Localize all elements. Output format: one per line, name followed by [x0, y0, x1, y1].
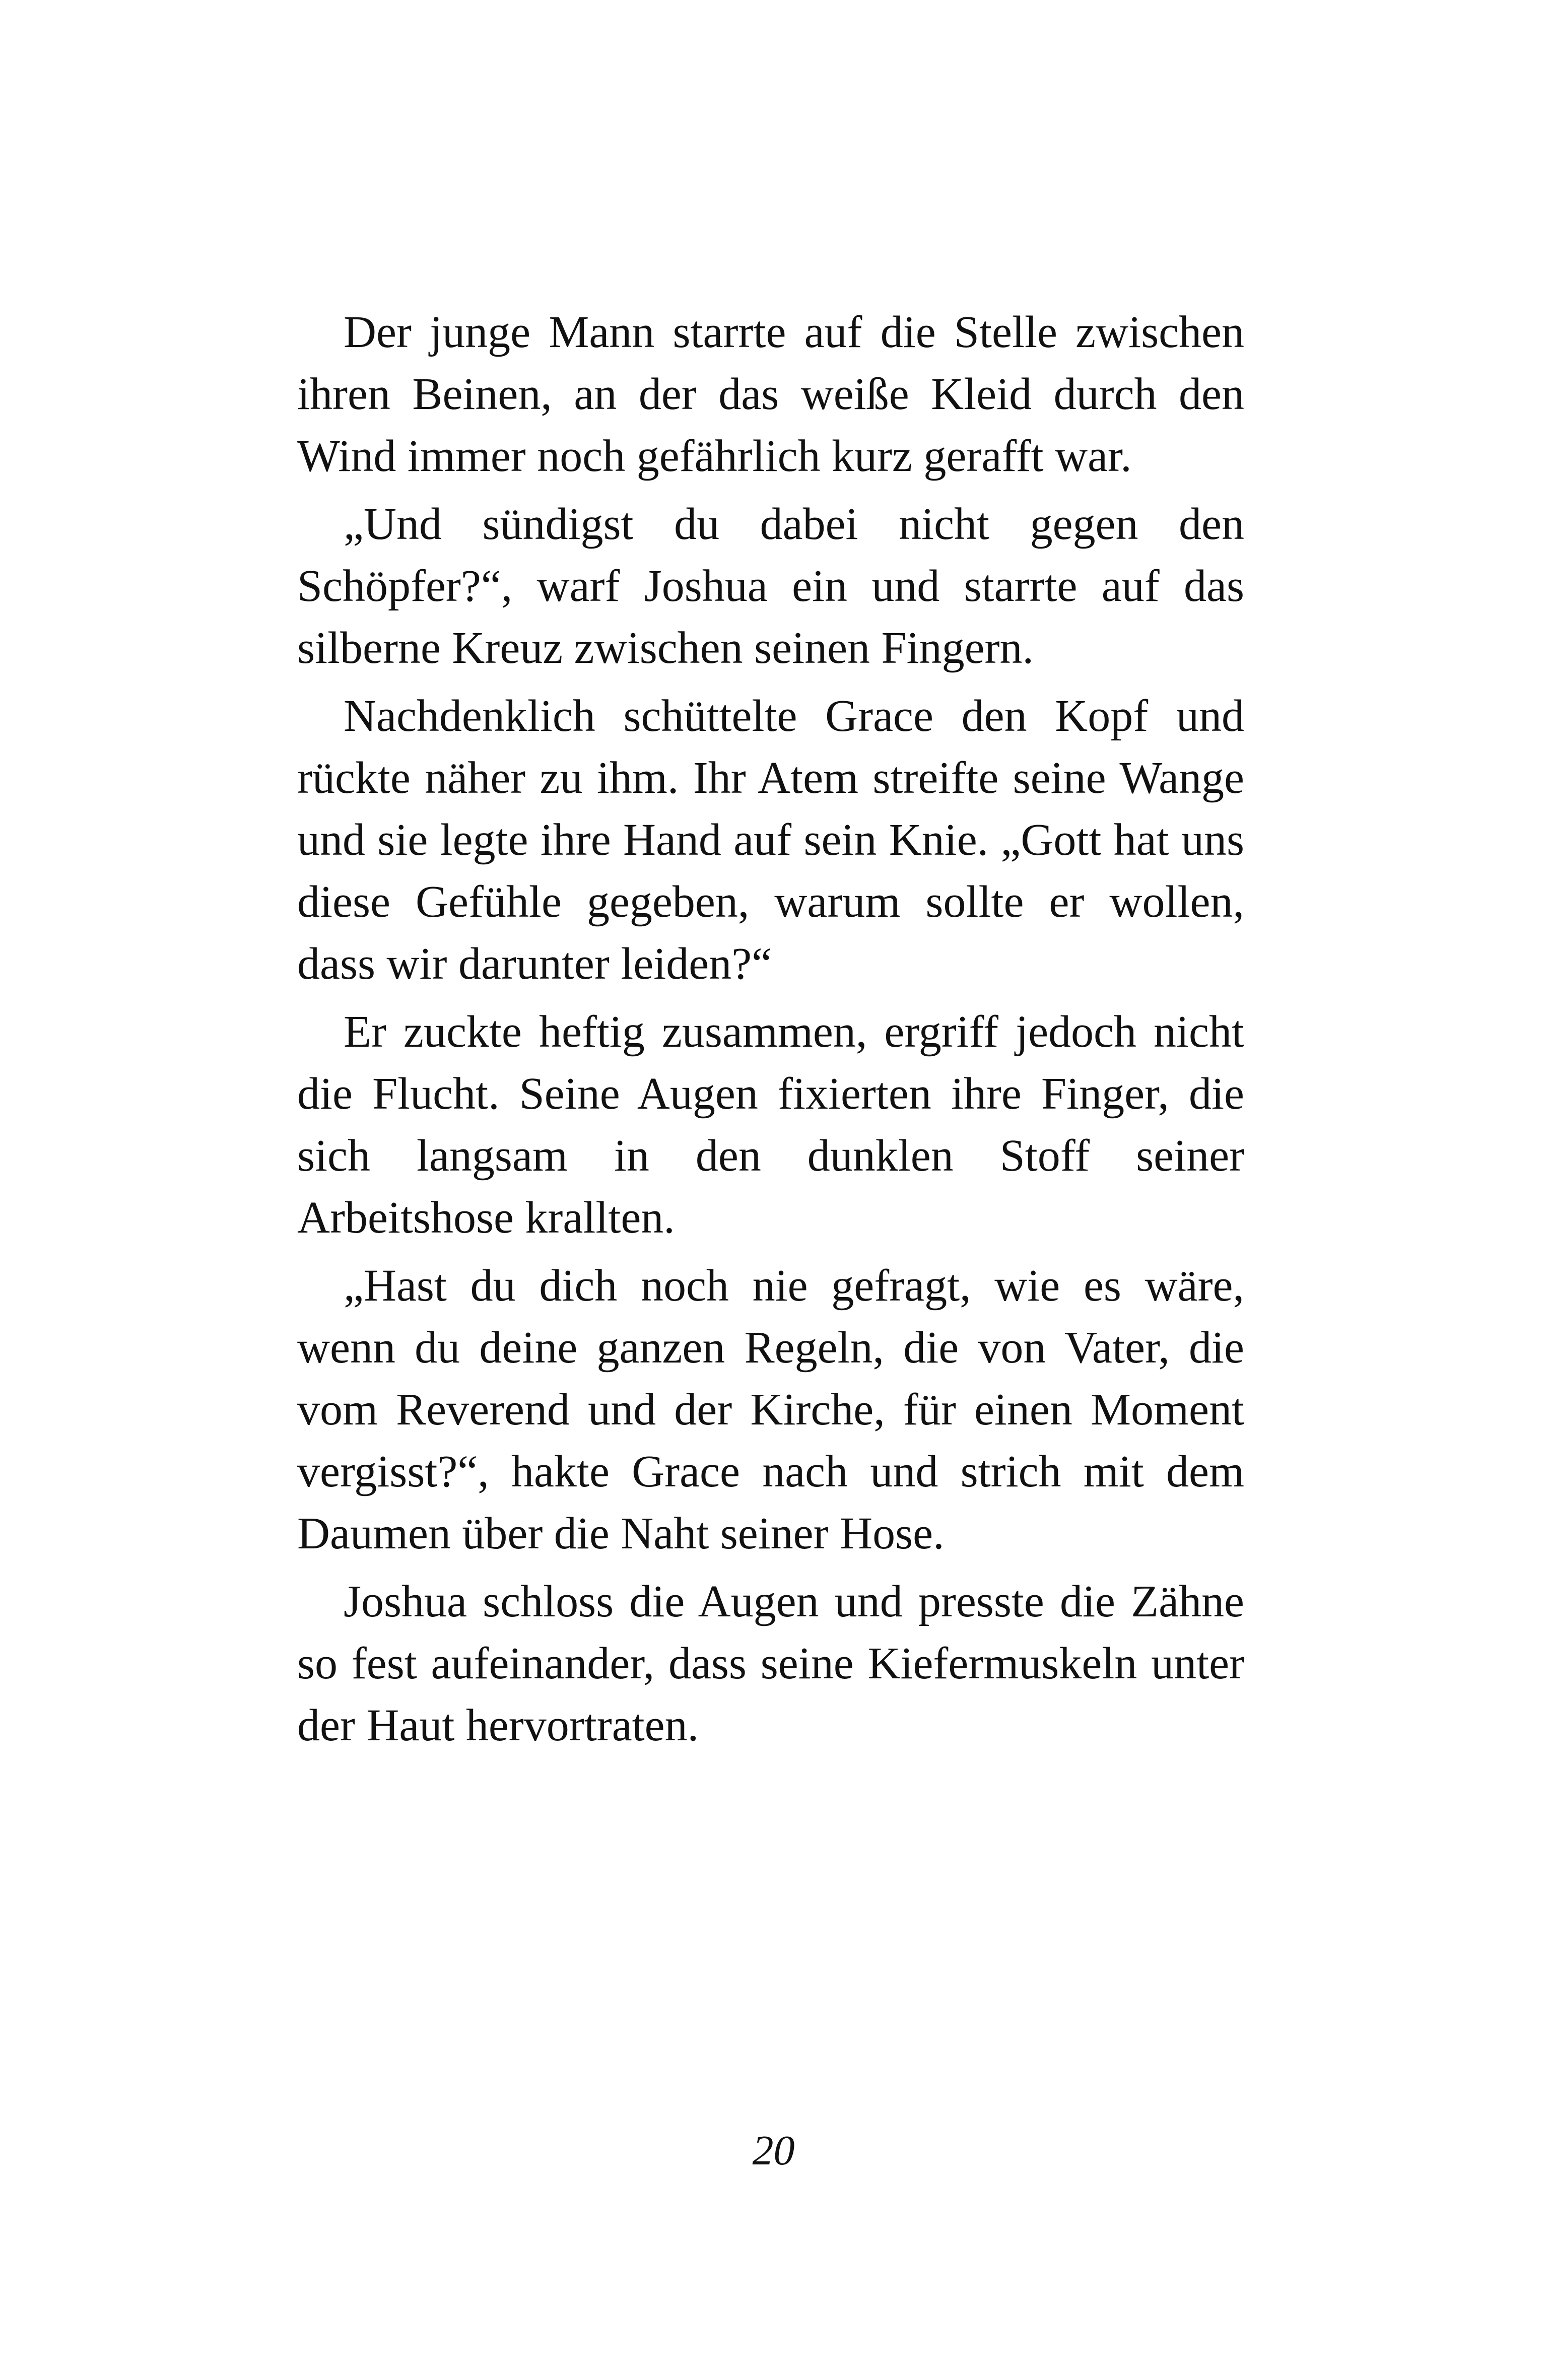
- page-number: 20: [752, 2127, 795, 2174]
- paragraph-5: „Hast du dich noch nie gefragt, wie es wäre, wenn du deine ganzen Regeln, die von Vater, die vom Reverend und der Kirche, für einen Moment vergisst?“, hakte Grace nach und strich mit dem Daumen über die Naht seiner Hose.: [297, 1261, 1244, 1558]
- paragraph-4: Er zuckte heftig zusammen, ergriff jedoch nicht die Flucht. Seine Augen fixierten ihre Finger, die sich langsam in den dunklen Stoff seiner Arbeitshose krallten.: [297, 1007, 1244, 1243]
- paragraph-1: Der junge Mann starrte auf die Stelle zwischen ihren Beinen, an der das weiße Kleid durch den Wind immer noch gefährlich kurz gerafft war.: [297, 307, 1244, 481]
- paragraph-3: Nachdenklich schüttelte Grace den Kopf und rückte näher zu ihm. Ihr Atem streifte seine Wange und sie legte ihre Hand auf sein Knie. „Gott hat uns diese Gefühle gegeben, warum sollte er wollen, dass wir darunter leiden?“: [297, 691, 1244, 989]
- body-text: [297, 301, 1244, 1762]
- paragraph-6: Joshua schloss die Augen und presste die Zähne so fest aufeinander, dass seine Kiefermuskeln unter der Haut hervortraten.: [297, 1577, 1244, 1750]
- paragraph-2: „Und sündigst du dabei nicht gegen den Schöpfer?“, warf Joshua ein und starrte auf das silberne Kreuz zwischen seinen Fingern.: [297, 499, 1244, 673]
